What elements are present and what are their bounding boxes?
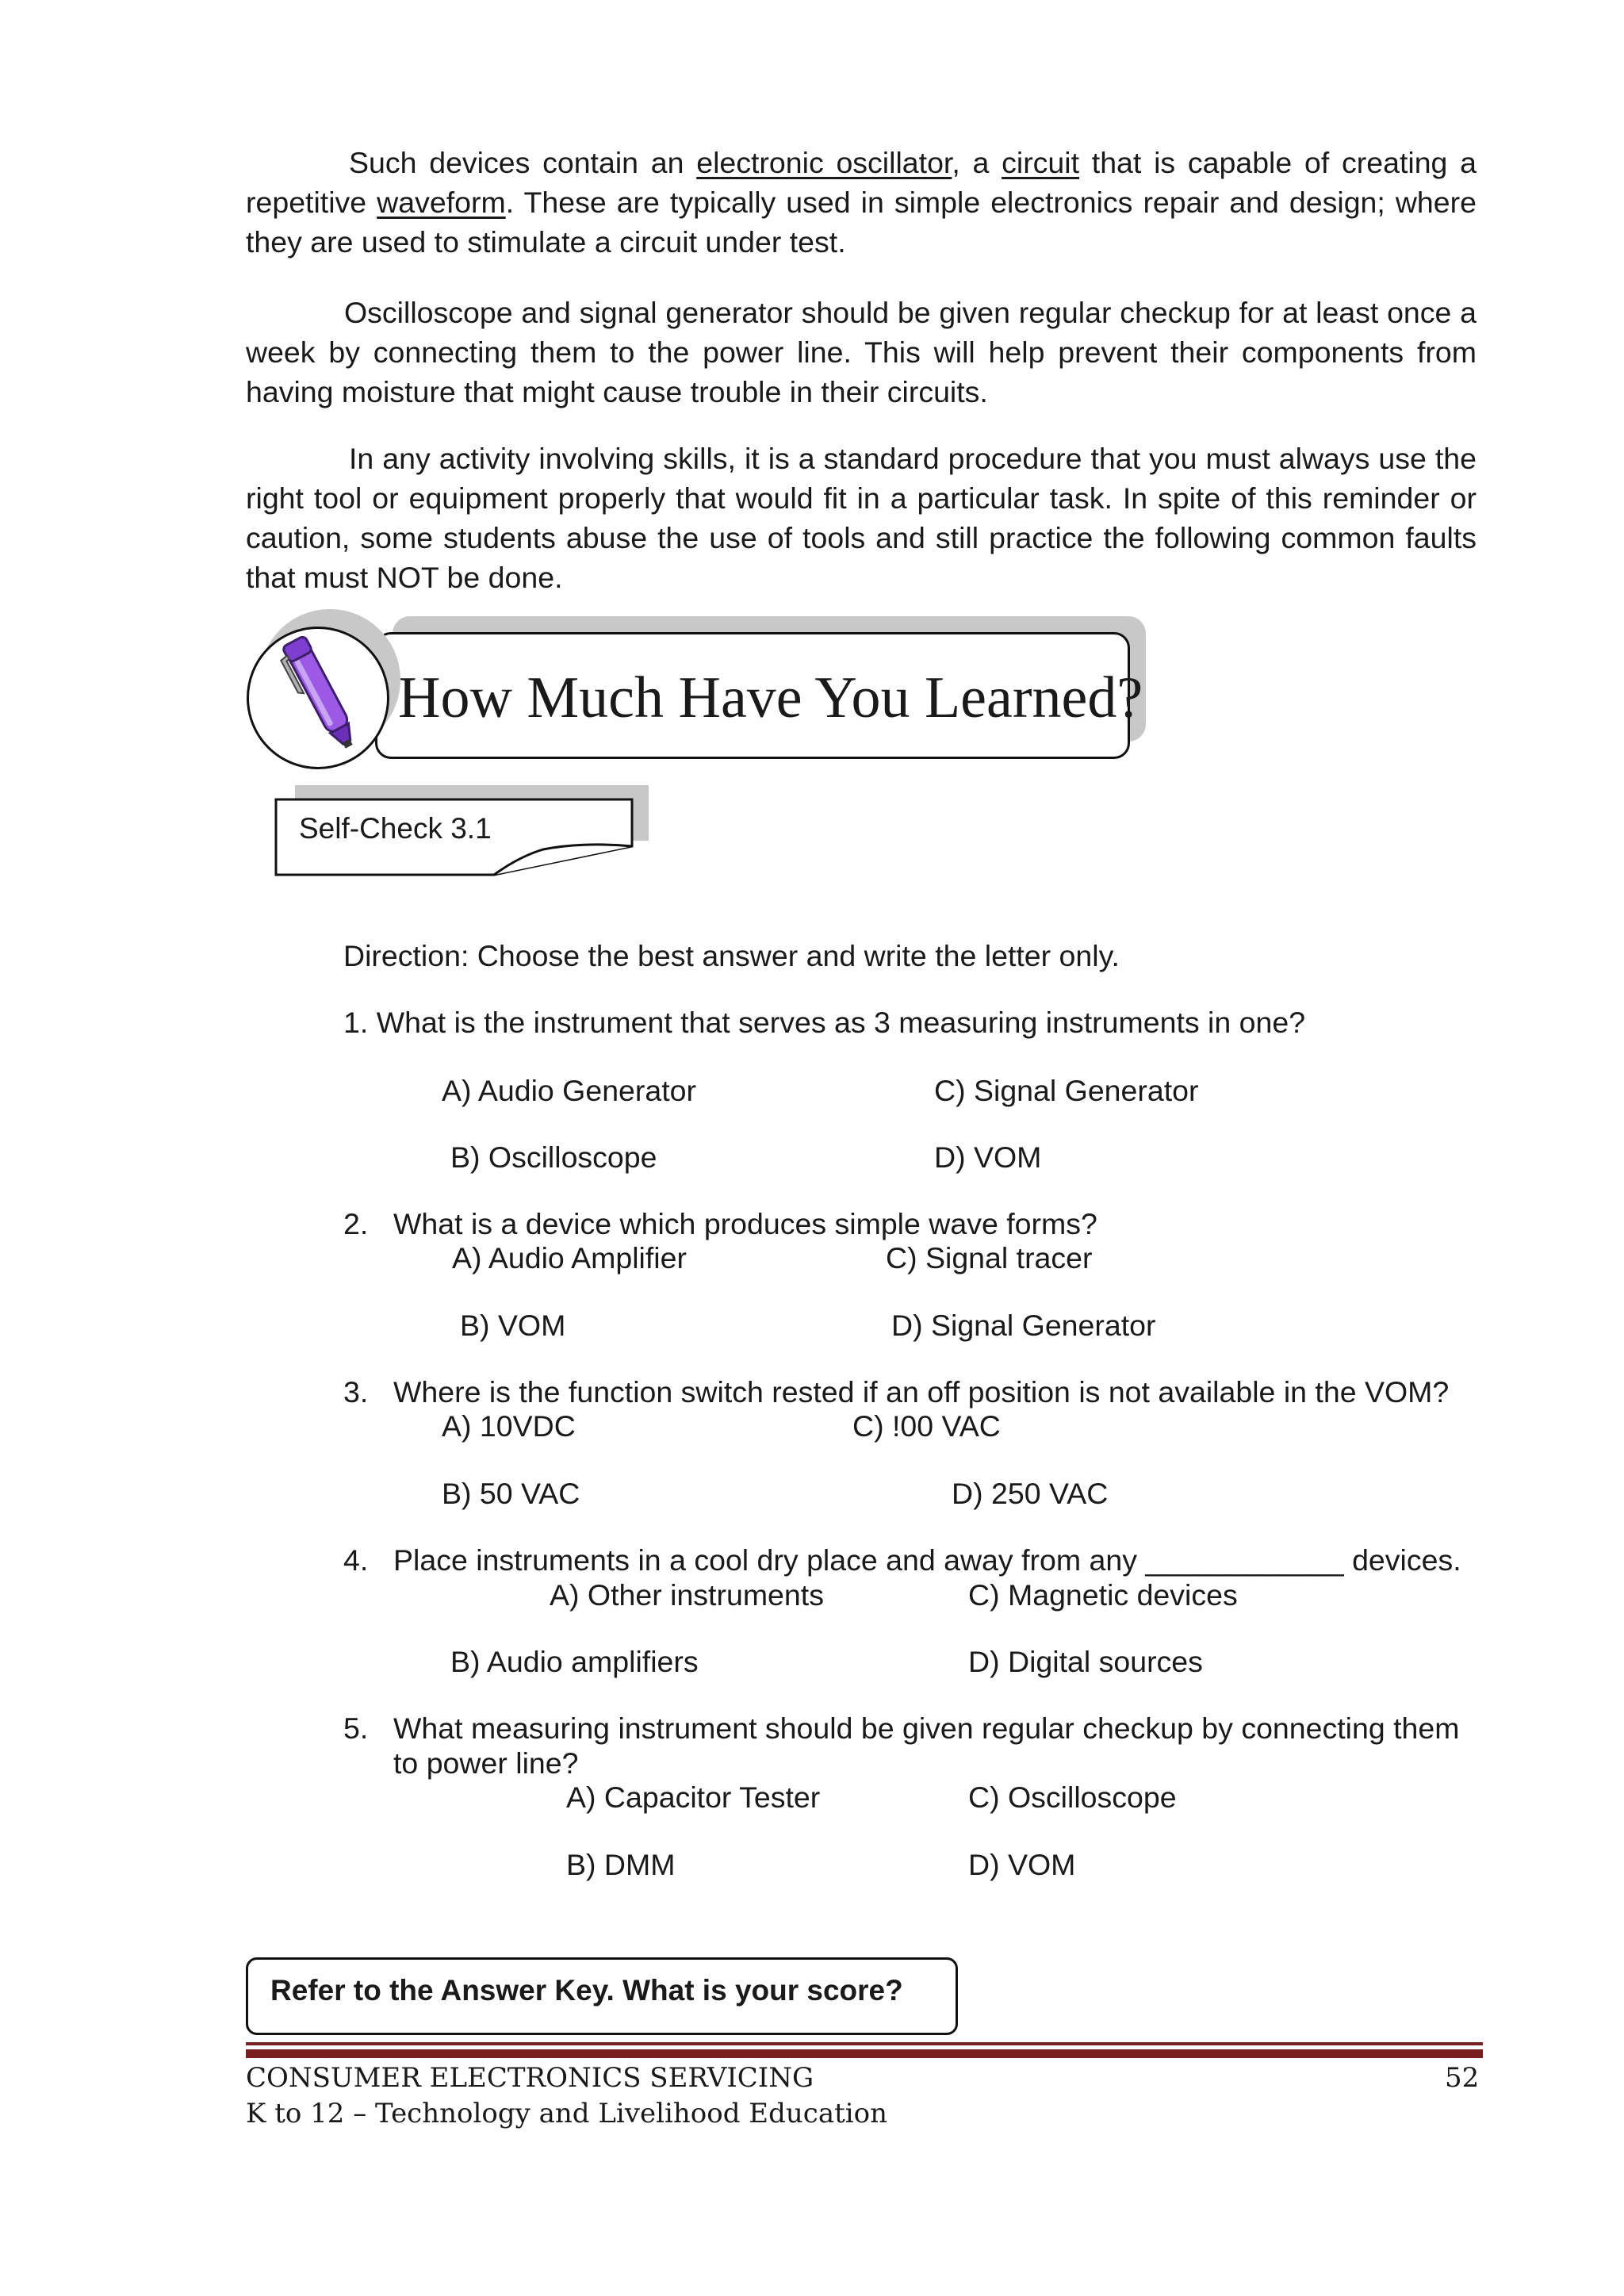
q5-option-b: B) DMM xyxy=(566,1848,676,1881)
q3-option-b: B) 50 VAC xyxy=(442,1477,580,1510)
question-5-number: 5. xyxy=(343,1711,369,1745)
question-4-number: 4. xyxy=(343,1543,369,1577)
text-run: that is capable of creating a repetitive xyxy=(246,146,1477,219)
text-run: . These are typically used in simple electronics repair and design; where they are used to stimulate a circuit under test. xyxy=(246,186,1477,259)
q4-option-b: B) Audio amplifiers xyxy=(450,1645,699,1678)
question-5-line-2: to power line? xyxy=(393,1746,579,1780)
paragraph-checkup: Oscilloscope and signal generator should be given regular checkup for at least once a week by connecting them to the power line. This will help prevent their components from having moisture that might cause trouble in their circuits. xyxy=(246,296,1477,408)
footer-rule-thin xyxy=(246,2042,1483,2045)
q4-option-a: A) Other instruments xyxy=(550,1578,824,1612)
q5-option-c: C) Oscilloscope xyxy=(968,1780,1177,1814)
question-1: 1. What is the instrument that serves as 3 measuring instruments in one? xyxy=(343,1006,1306,1039)
pen-icon xyxy=(270,627,373,761)
q4-option-d: D) Digital sources xyxy=(968,1645,1203,1678)
question-2: What is a device which produces simple wave forms? xyxy=(393,1207,1097,1240)
self-check-label: Self-Check 3.1 xyxy=(299,812,492,845)
link-circuit[interactable]: circuit xyxy=(1002,146,1080,179)
q5-option-d: D) VOM xyxy=(968,1848,1076,1881)
question-3-number: 3. xyxy=(343,1375,369,1409)
q4-option-c: C) Magnetic devices xyxy=(968,1578,1238,1612)
question-3: Where is the function switch rested if an off position is not available in the VOM? xyxy=(393,1375,1450,1409)
q3-option-d: D) 250 VAC xyxy=(952,1477,1109,1510)
q2-option-b: B) VOM xyxy=(460,1309,566,1342)
paragraph-procedure: In any activity involving skills, it is a standard procedure that you must always use the right tool or equipment properly that would fit in a particular task. In spite of this reminder or caution, some students abuse the use of tools and still practice the following common faults that must NOT be done. xyxy=(246,442,1477,594)
q5-option-a: A) Capacitor Tester xyxy=(566,1780,821,1814)
footer-rule-thick xyxy=(246,2049,1483,2058)
answer-key-text: Refer to the Answer Key. What is your score? xyxy=(270,1974,903,2007)
q3-option-a: A) 10VDC xyxy=(442,1409,576,1443)
direction-text: Direction: Choose the best answer and write the letter only. xyxy=(343,939,1120,972)
question-2-number: 2. xyxy=(343,1207,369,1240)
page-number: 52 xyxy=(1445,2062,1480,2094)
text-run: Such devices contain an xyxy=(349,146,697,179)
q1-option-c: C) Signal Generator xyxy=(934,1074,1199,1107)
footer-course-title: CONSUMER ELECTRONICS SERVICING xyxy=(246,2062,814,2094)
q1-option-d: D) VOM xyxy=(934,1140,1042,1174)
q1-option-b: B) Oscilloscope xyxy=(450,1140,657,1174)
footer-program: K to 12 – Technology and Livelihood Education xyxy=(246,2098,887,2129)
banner-title: How Much Have You Learned? xyxy=(398,665,1143,730)
question-5-line-1: What measuring instrument should be given regular checkup by connecting them xyxy=(393,1711,1460,1745)
q2-option-a: A) Audio Amplifier xyxy=(452,1241,687,1274)
q3-option-c: C) !00 VAC xyxy=(852,1409,1001,1443)
text-run: , a xyxy=(952,146,1002,179)
q2-option-c: C) Signal tracer xyxy=(886,1241,1093,1274)
link-waveform[interactable]: waveform xyxy=(377,186,506,219)
question-4: Place instruments in a cool dry place and away from any ____________ devices. xyxy=(393,1543,1461,1577)
paragraph-oscillator xyxy=(246,143,1477,262)
link-electronic-oscillator[interactable]: electronic oscillator xyxy=(696,146,952,179)
q2-option-d: D) Signal Generator xyxy=(891,1309,1156,1342)
q1-option-a: A) Audio Generator xyxy=(442,1074,697,1107)
